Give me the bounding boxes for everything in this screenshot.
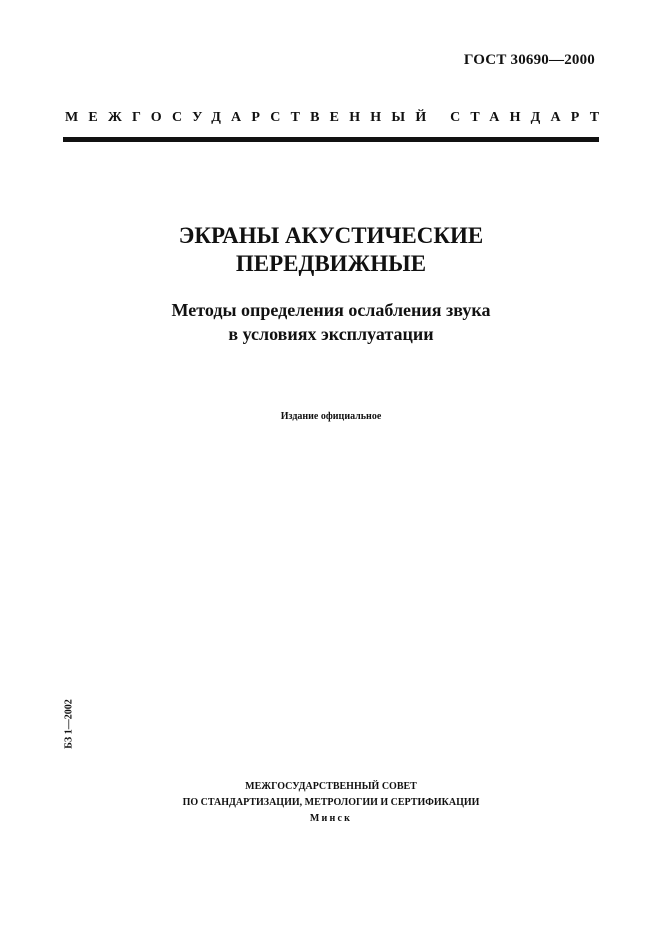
- publisher-line-2: ПО СТАНДАРТИЗАЦИИ, МЕТРОЛОГИИ И СЕРТИФИКАЦИИ: [182, 797, 480, 808]
- subtitle-line-1: Методы определения ослабления звука: [171, 300, 491, 320]
- publisher-line-1: МЕЖГОСУДАРСТВЕННЫЙ СОВЕТ: [245, 781, 417, 792]
- series-title: МЕЖГОСУДАРСТВЕННЫЙ СТАНДАРТ: [65, 110, 610, 125]
- subtitle-line-2: в условиях эксплуатации: [228, 324, 434, 344]
- edition-note: Издание официальное: [280, 411, 382, 422]
- subtitle: [63, 298, 599, 346]
- main-title: [63, 222, 599, 278]
- header-rule: [63, 137, 599, 142]
- publisher: [63, 779, 599, 827]
- standard-code: ГОСТ 30690—2000: [463, 52, 595, 68]
- main-title-line-1: ЭКРАНЫ АКУСТИЧЕСКИЕ: [178, 223, 484, 248]
- publisher-city: Минск: [309, 813, 353, 824]
- catalog-code: БЗ 1—2002: [63, 699, 75, 749]
- main-title-line-2: ПЕРЕДВИЖНЫЕ: [235, 251, 427, 276]
